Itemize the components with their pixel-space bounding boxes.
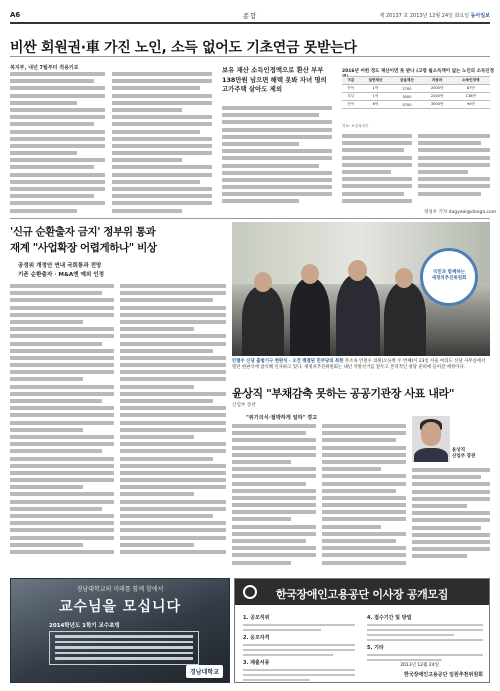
ad-organization: 한국장애인고용공단 임원추천위원회 bbox=[403, 672, 483, 678]
section-heading: 5. 기타 bbox=[367, 645, 384, 651]
section-heading: 2. 응모자격 bbox=[243, 635, 270, 641]
main-headline: 비싼 회원권·車 가진 노인, 소득 없어도 기초연금 못받는다 bbox=[10, 40, 357, 56]
sign-line-1: 국민과 함께하는 bbox=[433, 270, 465, 275]
main-article-col-5 bbox=[418, 134, 490, 208]
third-subhead: "위기의식·절박하게 일하" 경고 bbox=[246, 415, 318, 421]
table-cell: 1억 bbox=[360, 93, 391, 101]
table-title: 2016년 어떤 정도 재산이면 못 받나 (고령 월소득액이 없는 노인의 소득인정 bbox=[342, 69, 494, 74]
recruitment-ad[interactable] bbox=[234, 578, 490, 683]
second-article-col-2 bbox=[120, 284, 226, 572]
portrait-title: 산업부 장관 bbox=[452, 454, 476, 459]
table-row bbox=[342, 93, 490, 101]
table-cell: 2200만 bbox=[423, 93, 452, 101]
issue-meta bbox=[380, 12, 490, 19]
portrait-name: 윤상직 bbox=[452, 448, 466, 453]
third-article-col-2 bbox=[322, 424, 406, 572]
table-cell: 단독 bbox=[342, 85, 360, 93]
second-headline-1: '신규 순환출자 금지' 정부위 통과 bbox=[10, 226, 156, 238]
issue-number: 제 20137 호 bbox=[379, 13, 409, 19]
university-logo: 경남대학교 bbox=[186, 665, 223, 678]
section-heading: 3. 제출서류 bbox=[243, 660, 270, 666]
issue-date: 2013년 12월 24일 화요일 bbox=[409, 13, 470, 19]
section-name: 종합 bbox=[242, 12, 258, 20]
main-article-col-1 bbox=[10, 72, 105, 214]
press-photo bbox=[232, 222, 490, 356]
table-row bbox=[342, 85, 490, 93]
table-cell: 3000 bbox=[391, 93, 422, 101]
ad-date: 2013년 12월 24일 bbox=[400, 663, 439, 668]
table-cell: 2000만 bbox=[423, 85, 452, 93]
table-cell: 5700 bbox=[391, 101, 422, 109]
income-table bbox=[342, 76, 490, 109]
ad-column-1 bbox=[243, 611, 355, 683]
table-cell: 87만 bbox=[452, 85, 490, 93]
table-cell: 부부 bbox=[342, 93, 360, 101]
third-headline: 윤상직 "부채감축 못하는 공공기관장 사표 내라" bbox=[232, 387, 455, 400]
table-header: 소득인정액 bbox=[452, 77, 490, 85]
page-number: A6 bbox=[10, 11, 21, 19]
table-header: 금융재산 bbox=[391, 77, 422, 85]
photo-caption bbox=[232, 359, 490, 371]
ad-subtitle: 2014학년도 1학기 교수초빙 bbox=[49, 623, 120, 629]
table-cell: 138만 bbox=[452, 93, 490, 101]
table-header: 구분 bbox=[342, 77, 360, 85]
table-cell: 3000만 bbox=[423, 101, 452, 109]
second-subhead-1: 공정위 개정안 연내 국회통과 전망 bbox=[18, 263, 102, 269]
portrait-caption bbox=[452, 448, 475, 460]
divider bbox=[10, 218, 490, 219]
caption-title: 안철수 신당 출범기구 현판식 · 오전 백결된 민주당의 북한 bbox=[232, 359, 344, 364]
ad-details-box bbox=[49, 631, 199, 665]
section-heading: 4. 접수기간 및 방법 bbox=[367, 615, 412, 621]
third-byline: 산업부 장관 bbox=[232, 403, 256, 408]
table-cell: 1억 bbox=[360, 85, 391, 93]
third-article-col-3 bbox=[412, 468, 490, 572]
pull-quote: 보유 재산 소득인정액으로 환산 부부 138만원 넘으면 해택 못봐 자녀 명의 고가주택 살아도 제외 bbox=[222, 66, 327, 93]
caption-text: 무소속 안철수 의원(오른쪽 두 번째)이 23일 서울 여의도 신당 사무실에서 열린 현판식에 참석해 인사하고 있다. 새정치추진위원회는 내년 지방선거를 앞두고 본격적인 창당 준비에 들어갈 예정이다. bbox=[232, 359, 486, 371]
table-cell: 6억 bbox=[360, 101, 391, 109]
second-headline-2: 재계 "사업확장 어렵게하나" 비상 bbox=[10, 242, 157, 254]
table-note: 자료: 보건복지부 bbox=[342, 124, 369, 128]
table-row bbox=[342, 101, 490, 109]
ad-column-2 bbox=[367, 611, 483, 664]
main-article-col-3 bbox=[222, 106, 332, 214]
section-heading: 1. 공모직위 bbox=[243, 615, 270, 621]
ad-top-line: 경남대학교의 미래를 함께 할에서 bbox=[76, 586, 164, 593]
minister-portrait bbox=[412, 416, 450, 462]
university-ad[interactable] bbox=[10, 578, 230, 683]
main-article-col-2 bbox=[112, 72, 212, 214]
divider bbox=[10, 56, 490, 57]
main-byline: 복지부, 내년 7월부터 적용키로 bbox=[10, 65, 79, 71]
main-article-col-4 bbox=[342, 134, 412, 214]
second-article-col-1 bbox=[10, 284, 114, 572]
sign-line-2: 새정치추진위원회 bbox=[431, 276, 467, 281]
reporter-credit: 정성우 기자 dagyeol@donga.com bbox=[424, 210, 497, 215]
newspaper-brand: 동아일보 bbox=[470, 13, 490, 19]
second-subhead-2: 기존 순환출자 · M&A엔 예외 인정 bbox=[18, 272, 105, 278]
page-header bbox=[10, 8, 490, 24]
table-cell: 94만 bbox=[452, 101, 490, 109]
third-article-col-1 bbox=[232, 424, 316, 572]
table-cell: 단독 bbox=[342, 101, 360, 109]
ad-title: 교수님을 모십니다 bbox=[58, 599, 182, 615]
recruitment-title: 한국장애인고용공단 이사장 공개모집 bbox=[275, 588, 449, 601]
table-header: 일반재산 bbox=[360, 77, 391, 85]
table-header: 자동차 bbox=[423, 77, 452, 85]
committee-sign bbox=[420, 248, 478, 306]
table-cell: 2700 bbox=[391, 85, 422, 93]
